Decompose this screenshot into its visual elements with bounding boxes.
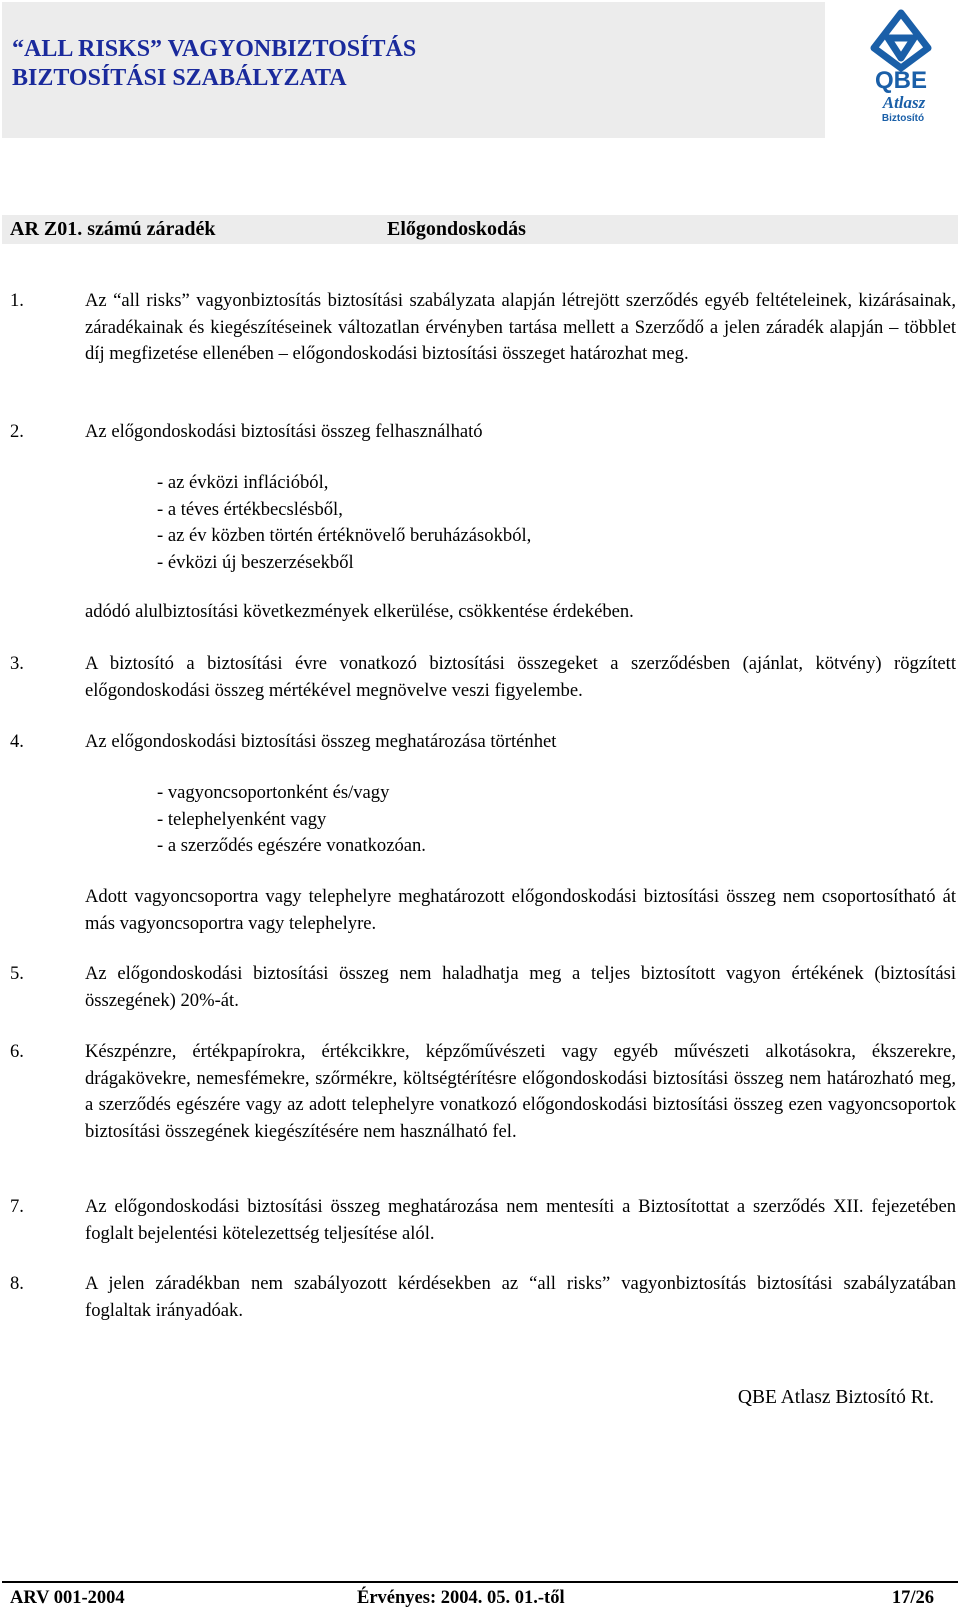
item-number: 3.	[10, 653, 24, 674]
item-text: Az előgondoskodási biztosítási összeg meghatározása történhet	[85, 731, 557, 752]
item-number: 8.	[10, 1273, 24, 1294]
document-title	[12, 35, 416, 93]
logo-sub: Atlasz	[882, 93, 926, 112]
list-item	[10, 288, 956, 368]
item-number: 6.	[10, 1041, 24, 1062]
item-text: Az “all risks” vagyonbiztosítás biztosítási szabályzata alapján létrejött szerződés egyéb feltételeinek, kizárásainak, záradékainak és kiegészítéseinek változatlan érvényben tartása mellett a Szerződő a jelen záradék alapján – többlet díj megfizetése ellenében – előgondoskodási biztosítási összeget határozhat meg.	[85, 290, 956, 364]
qbe-atlasz-logo	[866, 8, 936, 128]
sublist-item: - az év közben történ értéknövelő beruházásokból,	[157, 525, 532, 546]
list-item	[10, 961, 956, 1014]
title-line-1: “ALL RISKS” VAGYONBIZTOSÍTÁS	[12, 36, 417, 62]
item-text: Az előgondoskodási biztosítási összeg felhasználható	[85, 421, 483, 442]
item-number: 7.	[10, 1196, 24, 1217]
item-text: Az előgondoskodási biztosítási összeg nem haladhatja meg a teljes biztosított vagyon értékének (biztosítási összegének) 20%-át.	[85, 963, 956, 1011]
item-number: 5.	[10, 963, 24, 984]
sublist-item: - a téves értékbecslésből,	[157, 498, 343, 520]
list-item	[10, 729, 956, 756]
sublist-item: - évközi új beszerzésekből	[157, 551, 354, 573]
item-number: 2.	[10, 421, 24, 442]
title-line-2: BIZTOSÍTÁSI SZABÁLYZATA	[12, 65, 347, 91]
item-number: 4.	[10, 731, 24, 752]
item-text: Készpénzre, értékpapírokra, értékcikkre, képzőművészeti vagy egyéb művészeti alkotásokra, ékszerekre, drágakövekre, nemesfémekre, szőrmékre, költségtérítésre előgondoskodási biztosítási összeg nem határozható meg, a szerződés egészére vagy az adott telephelyre vonatkozó előgondoskodási biztosítási összeg ezen vagyoncsoportok biztosítási összegének kiegészítésére nem használható fel.	[85, 1041, 956, 1142]
item4-closing: Adott vagyoncsoportra vagy telephelyre meghatározott előgondoskodási biztosítási összeg nem csoportosítható át más vagyoncsoportra vagy telephelyre.	[85, 886, 956, 934]
clause-code: AR Z01. számú záradék	[10, 218, 216, 240]
sublist-item: - telephelyenként vagy	[157, 808, 327, 830]
item-text: A jelen záradékban nem szabályozott kérdésekben az “all risks” vagyonbiztosítás biztosítási szabályzatában foglaltak irányadóak.	[85, 1273, 956, 1321]
logo-tagline: Biztosító	[881, 113, 925, 124]
item-text: A biztosító a biztosítási évre vonatkozó biztosítási összegeket a szerződésben (ajánlat, kötvény) rögzített előgondoskodási összeg mértékével megnövelve veszi figyelembe.	[85, 653, 956, 701]
item2-closing: adódó alulbiztosítási következmények elkerülése, csökkentése érdekében.	[85, 601, 634, 622]
item2-sublist	[157, 470, 531, 576]
list-item	[10, 1194, 956, 1247]
footer-divider	[2, 1581, 958, 1583]
footer-validity: Érvényes: 2004. 05. 01.-től	[357, 1588, 565, 1608]
footer-doc-code: ARV 001-2004	[10, 1588, 125, 1608]
sublist-item: - vagyoncsoportonként és/vagy	[157, 782, 390, 803]
list-item	[10, 1039, 956, 1145]
signature: QBE Atlasz Biztosító Rt.	[737, 1387, 934, 1408]
list-item	[10, 651, 956, 704]
sublist-item: - az évközi inflációból,	[157, 472, 329, 493]
clause-heading	[2, 215, 958, 244]
logo-brand: QBE	[874, 67, 928, 94]
footer-page-number: 17/26	[891, 1588, 934, 1608]
list-item	[10, 1271, 956, 1324]
item-text: Az előgondoskodási biztosítási összeg meghatározása nem mentesíti a Biztosítottat a szerződés XII. fejezetében foglalt bejelentési kötelezettség teljesítése alól.	[85, 1196, 956, 1244]
clause-name: Előgondoskodás	[387, 218, 526, 240]
list-item	[10, 419, 956, 446]
item-number: 1.	[10, 290, 24, 311]
sublist-item: - a szerződés egészére vonatkozóan.	[157, 835, 426, 856]
document-header	[2, 2, 825, 138]
item4-sublist	[157, 780, 426, 860]
